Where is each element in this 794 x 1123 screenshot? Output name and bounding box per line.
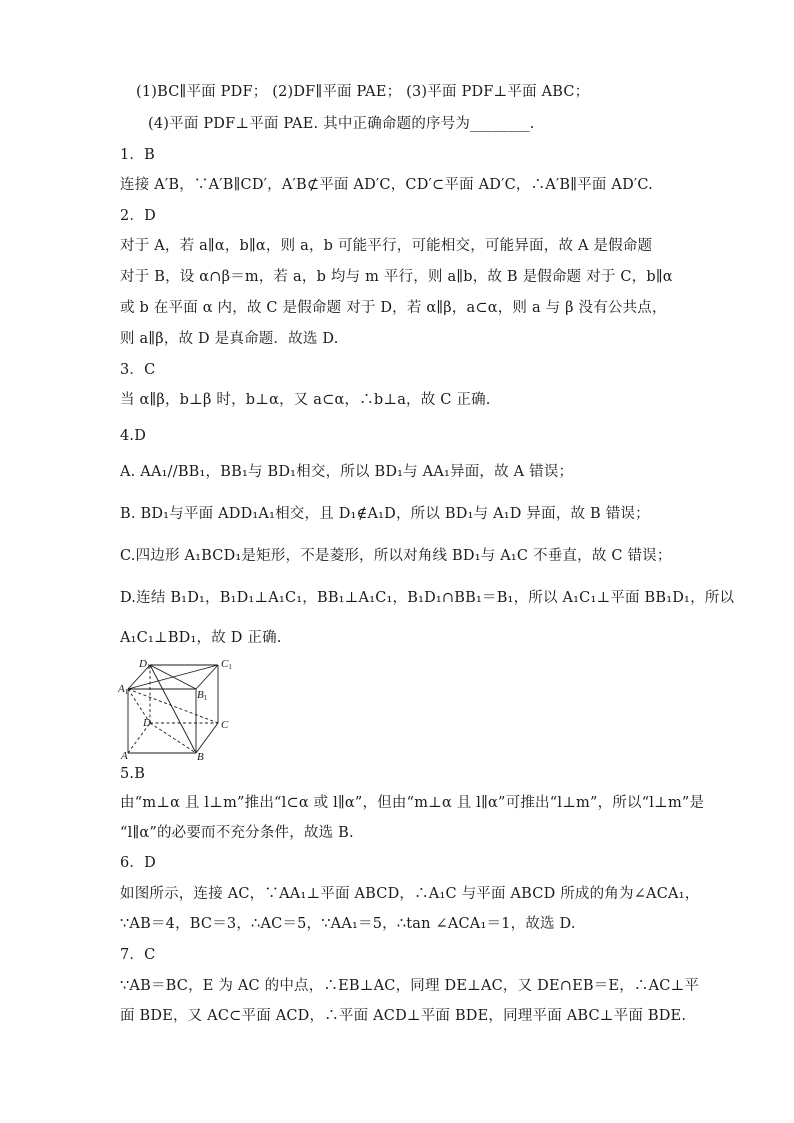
answer-number: 2．D xyxy=(120,208,156,224)
text-line: 当 α∥β，b⊥β 时，b⊥α，又 a⊂α，∴b⊥a，故 C 正确. xyxy=(120,392,491,408)
cube-figure xyxy=(118,655,236,765)
text-line: A₁C₁⊥BD₁，故 D 正确. xyxy=(120,630,282,646)
label-B1: B1 xyxy=(197,689,208,702)
text-line: ∵AB＝BC，E 为 AC 的中点，∴EB⊥AC，同理 DE⊥AC，又 DE∩EB＝E，∴AC⊥平 xyxy=(120,978,700,994)
label-C: C xyxy=(221,719,229,731)
label-A: A xyxy=(121,750,128,762)
text-line: D.连结 B₁D₁，B₁D₁⊥A₁C₁，BB₁⊥A₁C₁，B₁D₁∩BB₁＝B₁，所以 A₁C₁⊥平面 BB₁D₁，所以 xyxy=(120,590,735,606)
label-B: B xyxy=(197,751,204,763)
answer-number: 5.B xyxy=(120,766,146,782)
answer-number: 6．D xyxy=(120,855,156,871)
answer-number: 1．B xyxy=(120,147,155,163)
text-line: 如图所示，连接 AC，∵AA₁⊥平面 ABCD，∴A₁C 与平面 ABCD 所成的角为∠ACA₁， xyxy=(120,886,700,902)
text-line: 对于 A，若 a∥α，b∥α，则 a，b 可能平行，可能相交，可能异面，故 A 是假命题 xyxy=(120,238,653,254)
text-line: 连接 A′B，∵A′B∥CD′，A′B⊄平面 AD′C，CD′⊂平面 AD′C，∴A′B∥平面 AD′C. xyxy=(120,177,653,193)
text-line: 由“m⊥α 且 l⊥m”推出“l⊂α 或 l∥α”，但由“m⊥α 且 l∥α”可推出“l⊥m”，所以“l⊥m”是 xyxy=(120,795,705,811)
text-line: C.四边形 A₁BCD₁是矩形，不是菱形，所以对角线 BD₁与 A₁C 不垂直，故 C 错误； xyxy=(120,548,672,564)
label-A1: A1 xyxy=(118,683,129,696)
text-line: 对于 B，设 α∩β＝m，若 a，b 均与 m 平行，则 a∥b，故 B 是假命题 对于 C，b∥α xyxy=(120,269,673,285)
text-line: 则 a∥β，故 D 是真命题．故选 D. xyxy=(120,331,339,347)
text-line: A. AA₁//BB₁，BB₁与 BD₁相交，所以 BD₁与 AA₁异面，故 A 错误； xyxy=(120,464,574,480)
answer-number: 4.D xyxy=(120,428,147,444)
answer-number: 3．C xyxy=(120,362,156,378)
text-line: B. BD₁与平面 ADD₁A₁相交，且 D₁∉A₁D，所以 BD₁与 A₁D 异面，故 B 错误； xyxy=(120,506,650,522)
text-line: (1)BC∥平面 PDF； (2)DF∥平面 PAE； (3)平面 PDF⊥平面 ABC； xyxy=(136,84,590,100)
label-D: D xyxy=(143,717,151,729)
text-line: ∵AB＝4，BC＝3，∴AC＝5，∵AA₁＝5，∴tan ∠ACA₁＝1，故选 D. xyxy=(120,916,576,932)
text-line: 面 BDE，又 AC⊂平面 ACD，∴平面 ACD⊥平面 BDE，同理平面 ABC⊥平面 BDE. xyxy=(120,1008,687,1024)
text-line: (4)平面 PDF⊥平面 PAE. 其中正确命题的序号为________. xyxy=(148,116,535,132)
text-line: 或 b 在平面 α 内，故 C 是假命题 对于 D，若 α∥β，a⊂α，则 a 与 β 没有公共点， xyxy=(120,300,667,316)
label-C1: C1 xyxy=(221,658,232,671)
label-D1: D1 xyxy=(139,658,151,671)
answer-number: 7．C xyxy=(120,947,156,963)
text-line: “l∥α”的必要而不充分条件，故选 B. xyxy=(120,825,354,841)
